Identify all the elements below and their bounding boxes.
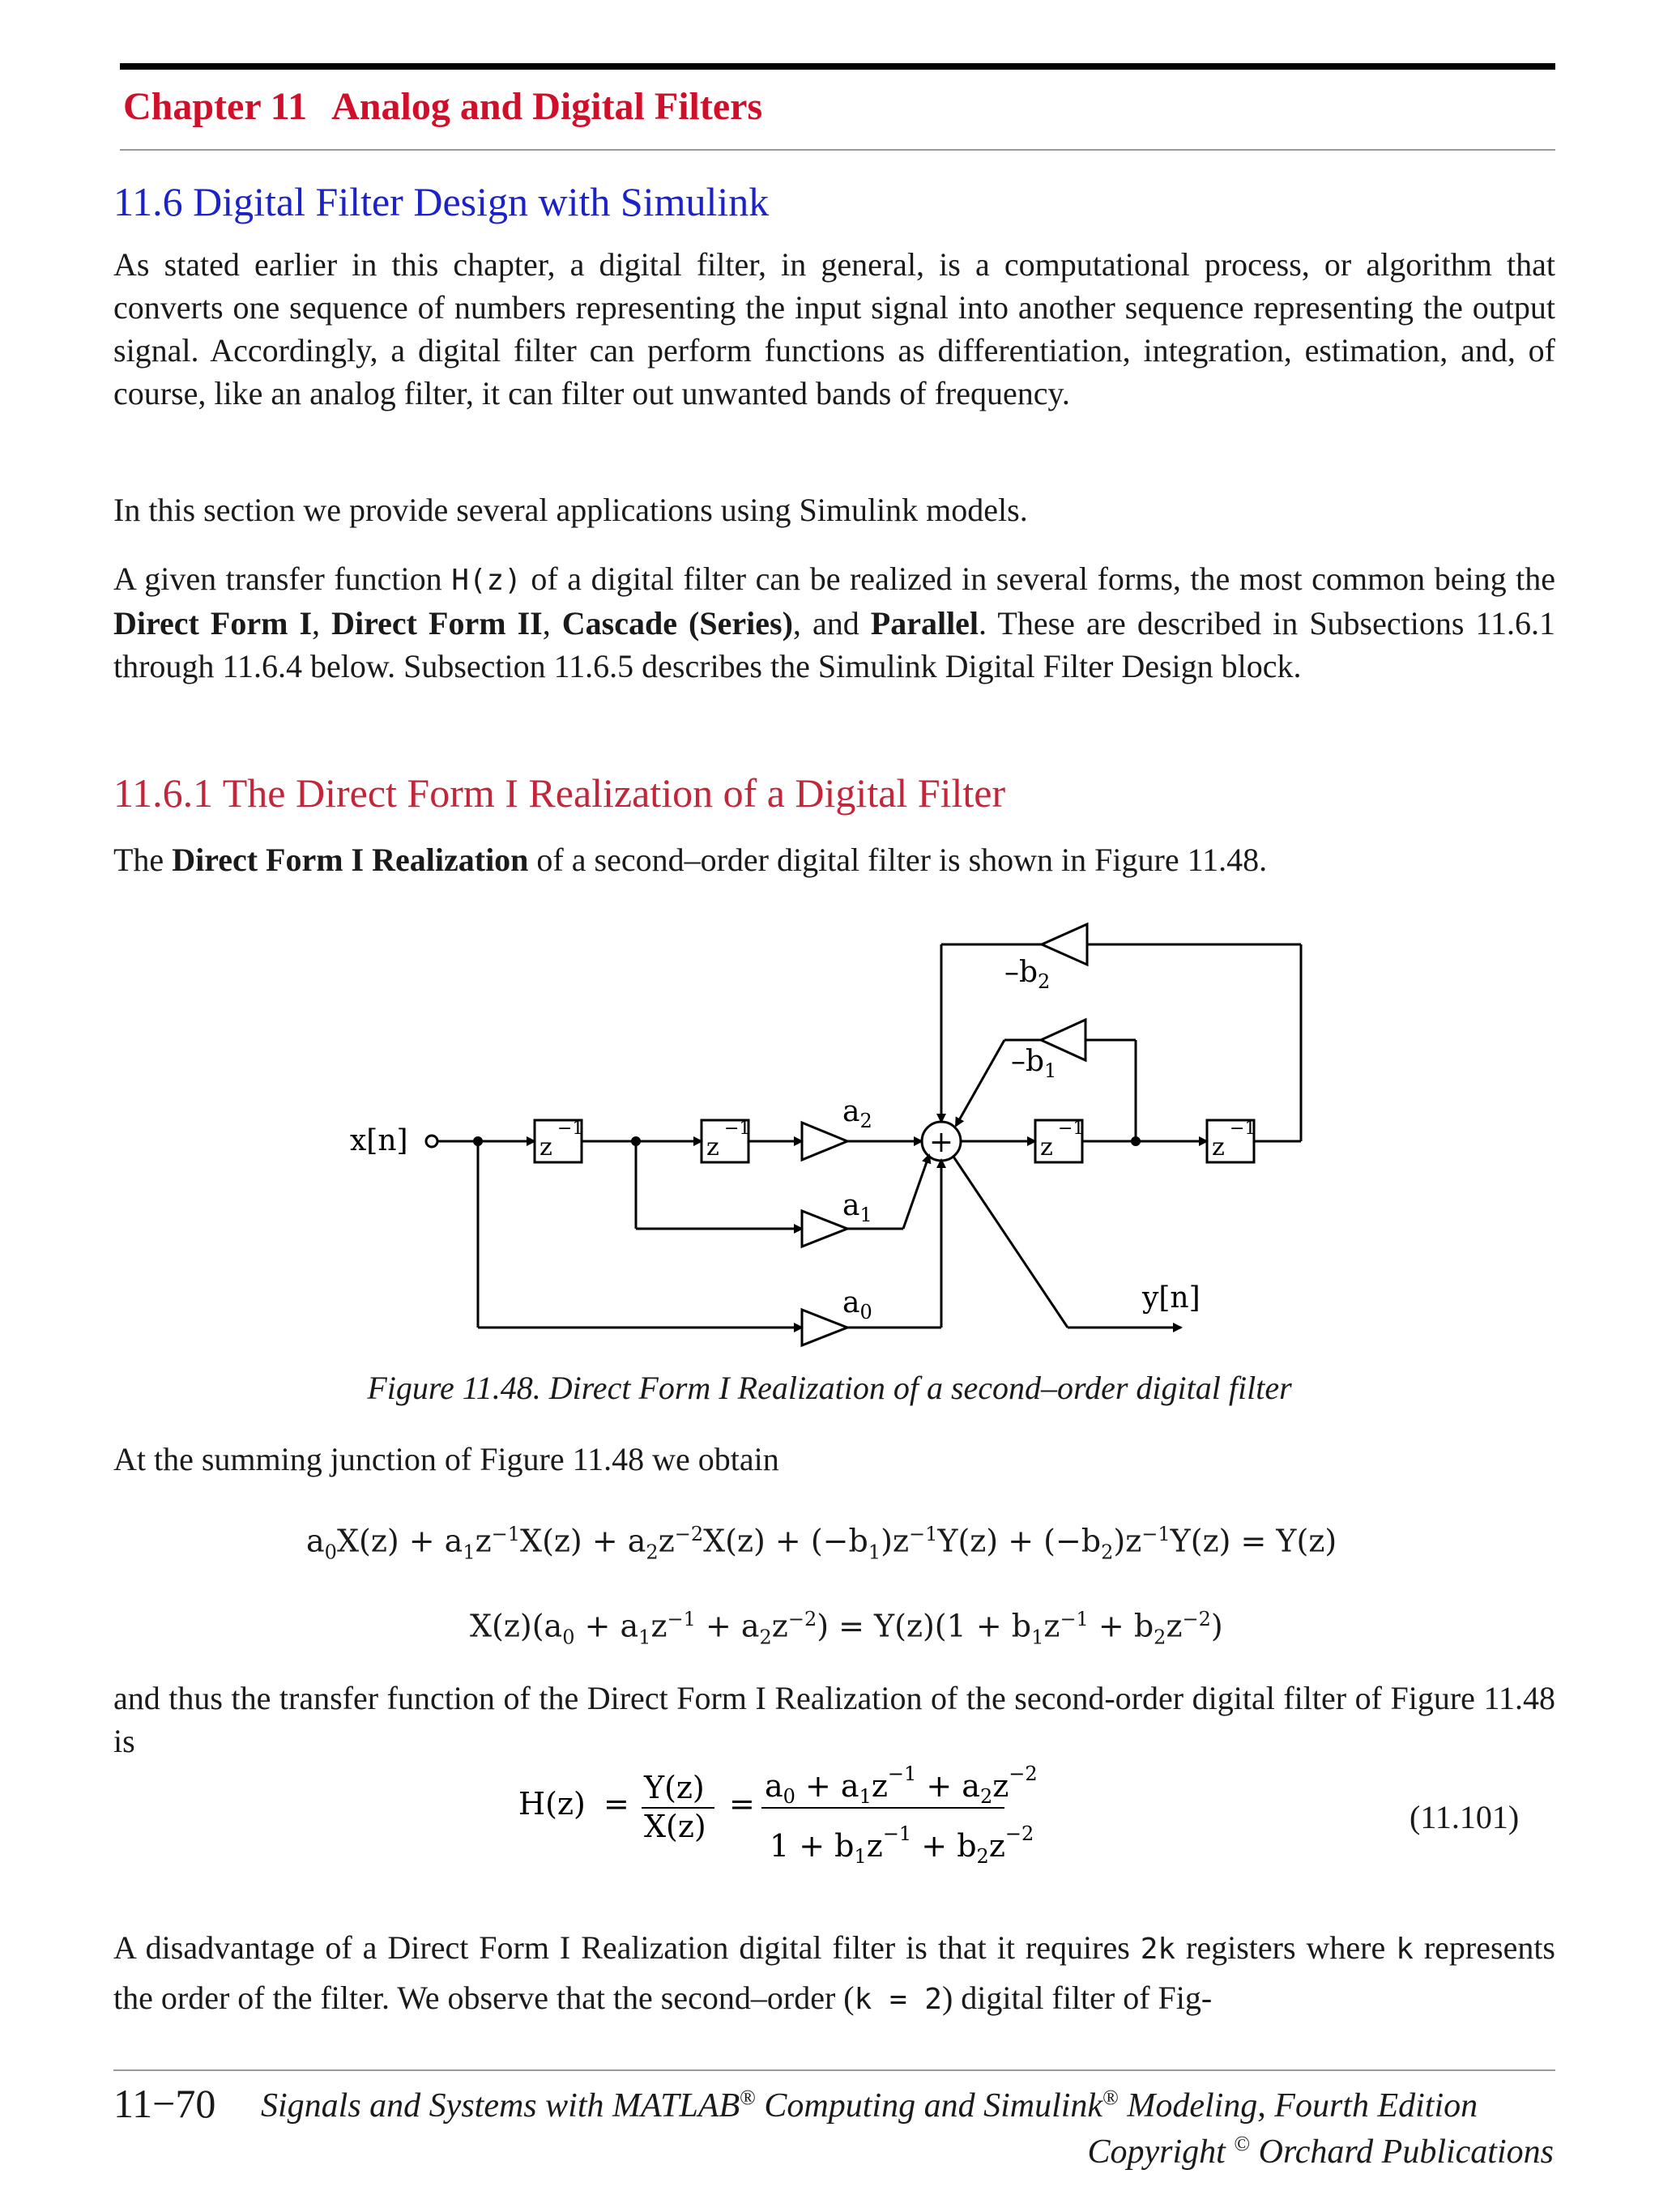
equation-transfer-function — [486, 1758, 1102, 1879]
hz-symbol: H(z) — [451, 564, 522, 597]
equation-number: (11.101) — [1410, 1799, 1520, 1835]
svg-text:X(z): X(z) — [644, 1809, 706, 1844]
svg-text:=: = — [729, 1786, 755, 1822]
sum-plus: + — [928, 1126, 954, 1159]
svg-text:Y(z): Y(z) — [644, 1770, 705, 1805]
gain-label-a1: $a_1$ — [842, 1189, 872, 1226]
block-diagram — [0, 891, 1659, 1361]
header-divider — [120, 149, 1555, 151]
svg-text:=: = — [603, 1786, 629, 1822]
gain-a2 — [802, 1123, 847, 1160]
svg-text:1 + b1z−1 + b2z−2: $1 + b_1z^{-1} + b_2z^{-2}$ — [770, 1822, 1034, 1868]
section-paragraph-3: A given transfer function H(z) of a digital filter can be realized in several forms, the most common being the Direct Form I, Direct Form II, Cascade (Series), and Parallel. These are described in Subsections 11.6.1 through 11.6.4 below. Subsection 11.6.5 describes the Simulink Digital Filter Design block. — [113, 560, 1556, 684]
term-direct-form-2: Direct Form II — [331, 605, 543, 641]
gain-b2 — [1042, 924, 1087, 965]
page-number: 11−70 — [113, 2081, 216, 2126]
delay-label: z — [1040, 1133, 1053, 1161]
header-rule — [120, 63, 1555, 70]
section-title: 11.6 Digital Filter Design with Simulink — [113, 179, 770, 224]
gain-label-a2: $a_2$ — [842, 1095, 872, 1132]
junction-dot — [631, 1136, 641, 1146]
input-terminal — [426, 1136, 437, 1147]
chapter-title: Analog and Digital Filters — [331, 85, 763, 128]
delay-exp: −1 — [724, 1119, 751, 1139]
chapter-header — [123, 84, 762, 129]
term-direct-form-1: Direct Form I — [113, 605, 313, 641]
delay-label: z — [1212, 1133, 1225, 1161]
subsection-paragraph: The Direct Form I Realization of a second–order digital filter is shown in Figure 11.48. — [113, 842, 1268, 878]
delay-exp: −1 — [557, 1119, 584, 1139]
subsection-title: 11.6.1 The Direct Form I Realization of a Digital Filter — [113, 770, 1006, 816]
input-label: x[n] — [350, 1124, 408, 1157]
output-label: y[n] — [1142, 1281, 1201, 1315]
thus-paragraph: and thus the transfer function of the Direct Form I Realization of the second-order digital filter of Figure 11.48 is — [113, 1680, 1555, 1759]
footer-rule — [113, 2069, 1555, 2071]
equation-summing: $a_0X(z) + a_1z^{-1}X(z) + a_2z^{-2}X(z) + (-b_1)z^{-1}Y(z) + (-b_2)z^{-1}Y(z) = Y(z)$ — [306, 1523, 1337, 1564]
gain-label-b1: $-b_1$ — [1011, 1045, 1057, 1082]
term-cascade: Cascade (Series) — [561, 605, 793, 641]
equation-factored: $X(z)(a_0 + a_1z^{-1} + a_2z^{-2}) = Y(z)(1 + b_1z^{-1} + b_2z^{-2})$ — [470, 1608, 1223, 1649]
delay-label: z — [706, 1133, 719, 1161]
chapter-number: Chapter 11 — [123, 85, 308, 128]
gain-b1 — [1041, 1020, 1085, 1060]
gain-label-b2: $-b_2$ — [1004, 956, 1051, 993]
gain-a0 — [802, 1310, 847, 1345]
figure-caption: Figure 11.48. Direct Form I Realization of a second–order digital filter — [367, 1370, 1292, 1406]
book-title: Signals and Systems with MATLAB® Computing and Simulink® Modeling, Fourth Edition — [261, 2086, 1478, 2125]
sum-paragraph: At the summing junction of Figure 11.48 we obtain — [113, 1441, 779, 1477]
junction-dot — [1131, 1136, 1141, 1146]
junction-dot — [473, 1136, 483, 1146]
delay-exp: −1 — [1058, 1119, 1085, 1139]
svg-text:H(z): H(z) — [518, 1786, 586, 1822]
term-parallel: Parallel — [870, 605, 979, 641]
delay-label: z — [539, 1133, 552, 1161]
svg-text:a0 + a1z−1 + a2z−2: $a_0 + a_1z^{-1} + a_2z^{-2}$ — [765, 1762, 1038, 1808]
gain-a1 — [802, 1211, 847, 1247]
delay-exp: −1 — [1230, 1119, 1256, 1139]
section-paragraph-1: As stated earlier in this chapter, a digital filter, in general, is a computational process, or algorithm that converts one sequence of numbers representing the input signal into another sequence representing the output signal. Accordingly, a digital filter can perform functions as differentiation, integration, estimation, and, of course, like an analog filter, it can filter out unwanted bands of frequency. — [113, 246, 1555, 411]
disadvantage-paragraph: A disadvantage of a Direct Form I Realization digital filter is that it requires 2k registers where k represents the order of the filter. We observe that the second–order (k = 2) digital filter of Fig- — [113, 1929, 1555, 2016]
gain-label-a0: $a_0$ — [842, 1286, 872, 1323]
section-paragraph-2: In this section we provide several applications using Simulink models. — [113, 492, 1028, 528]
copyright: Copyright © Orchard Publications — [1087, 2132, 1554, 2171]
